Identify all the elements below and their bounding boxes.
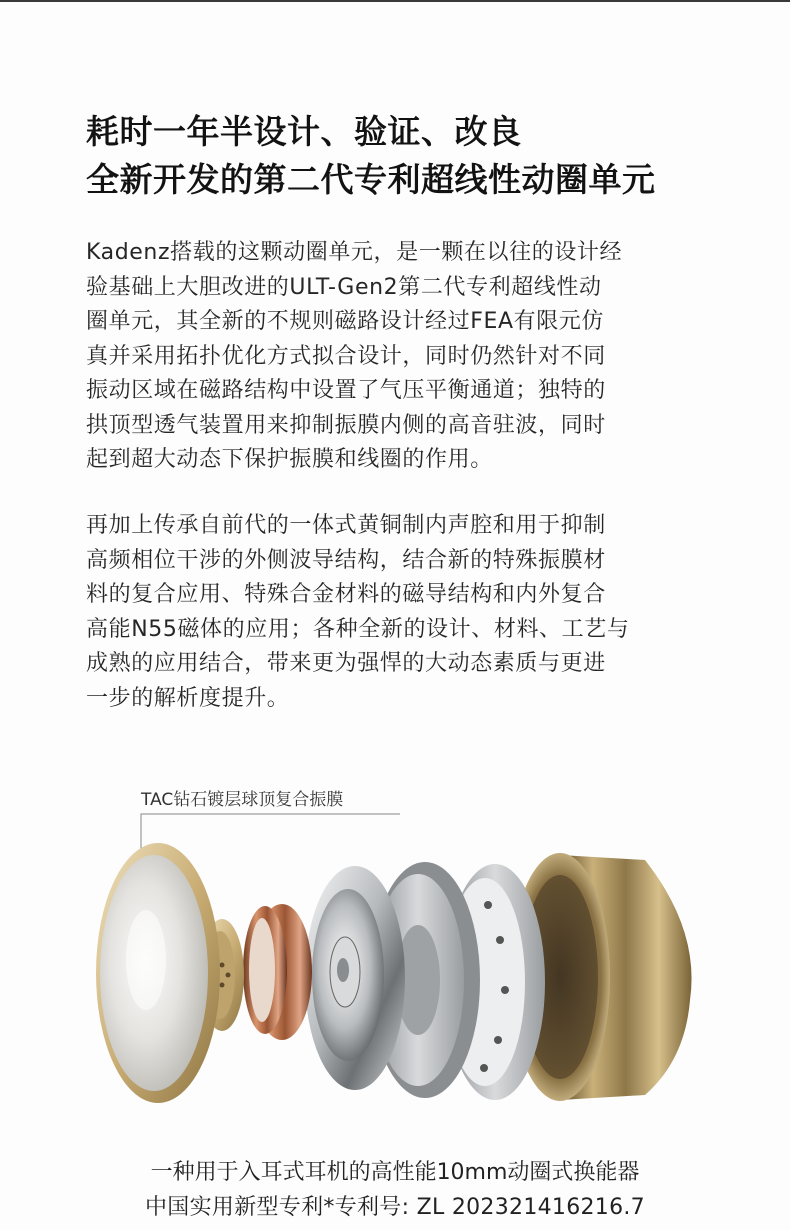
figure-caption-title: 一种用于入耳式耳机的高性能10mm动圈式换能器 — [150, 1160, 640, 1185]
headline-line-1: 耗时一年半设计、验证、改良 — [86, 112, 522, 151]
paragraph-line: 再加上传承自前代的一体式黄铜制内声腔和用于抑制 — [86, 513, 606, 538]
diaphragm-callout-label: TAC钻石镀层球顶复合振膜 — [141, 790, 344, 810]
paragraph-line: 振动区域在磁路结构中设置了气压平衡通道；独特的 — [86, 378, 606, 403]
paragraph-line: 圈单元，其全新的不规则磁路设计经过FEA有限元仿 — [86, 309, 605, 334]
paragraph-line: 成熟的应用结合，带来更为强悍的大动态素质与更进 — [86, 651, 606, 676]
figure-caption-patent: 中国实用新型专利*专利号: ZL 202321416216.7 — [145, 1195, 645, 1220]
copper-voice-coil — [243, 904, 312, 1040]
paragraph-line: 高能N55磁体的应用；各种全新的设计、材料、工艺与 — [86, 616, 630, 642]
paragraph-1 — [86, 236, 716, 478]
driver-exploded-illustration — [0, 770, 790, 1150]
paragraph-line: 高频相位干涉的外侧波导结构，结合新的特殊振膜材 — [86, 547, 606, 573]
paragraph-line: Kadenz搭载的这颗动圈单元，是一颗在以往的设计经 — [86, 240, 623, 265]
paragraph-line: 拱顶型透气装置用来抑制振膜内侧的高音驻波，同时 — [86, 412, 606, 438]
steel-magnet-assembly — [305, 866, 405, 1090]
paragraph-line: 一步的解析度提升。 — [86, 685, 290, 711]
dome-diaphragm — [96, 843, 220, 1103]
headline-line-2: 全新开发的第二代专利超线性动圈单元 — [86, 160, 656, 199]
paragraph-line: 真并采用拓扑优化方式拟合设计，同时仍然针对不同 — [86, 343, 606, 369]
paragraph-line: 起到超大动态下保护振膜和线圈的作用。 — [86, 447, 493, 472]
top-divider — [0, 0, 790, 2]
paragraph-2 — [86, 509, 716, 716]
headline — [86, 108, 726, 204]
paragraph-line: 验基础上大胆改进的ULT-Gen2第二代专利超线性动 — [86, 274, 602, 300]
paragraph-line: 料的复合应用、特殊合金材料的磁导结构和内外复合 — [86, 582, 606, 607]
